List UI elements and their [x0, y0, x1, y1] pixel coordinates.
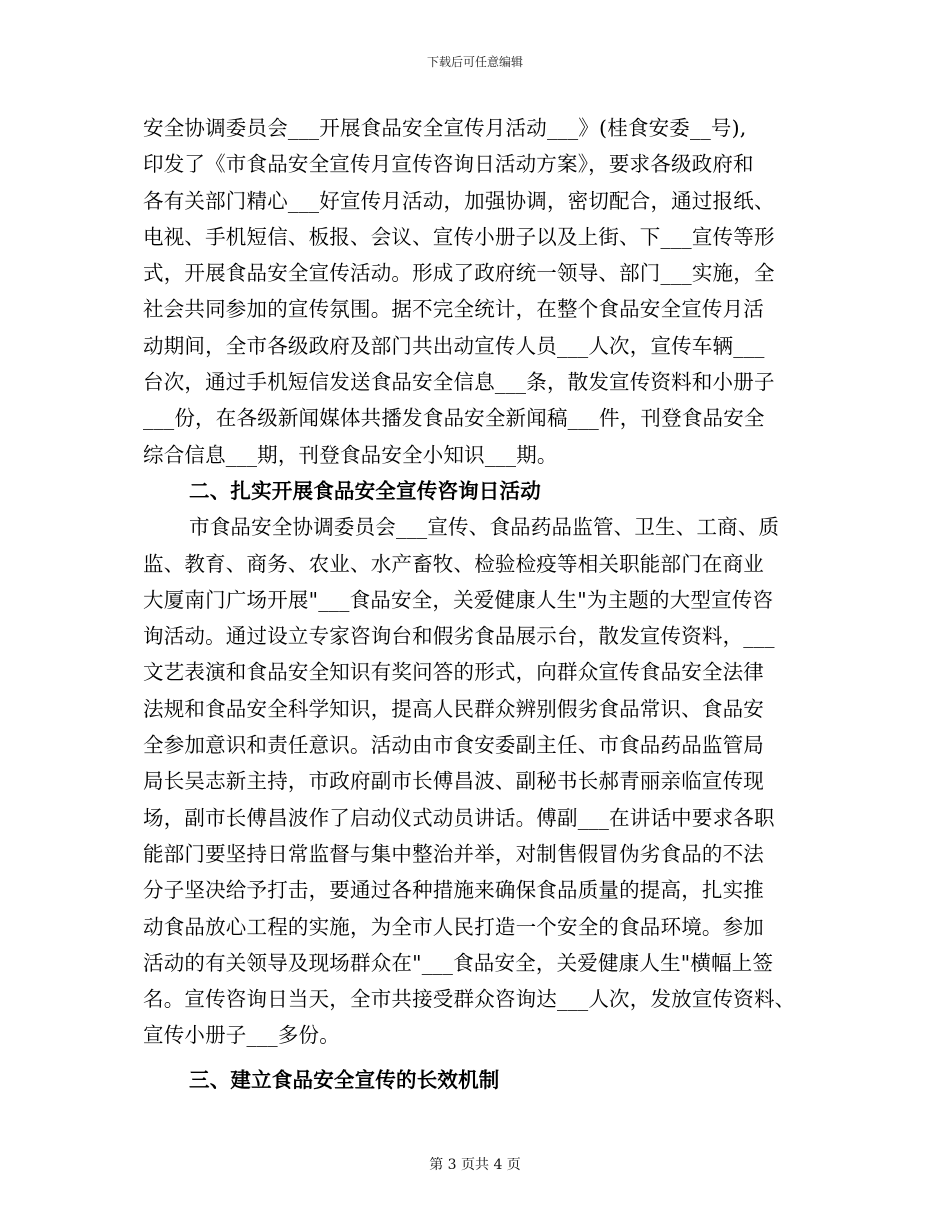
page-header: 下载后可任意编辑: [426, 55, 523, 69]
paragraph-line: 文艺表演和食品安全知识有奖问答的形式，向群众宣传食品安全法律: [143, 660, 764, 685]
paragraph-line: 分子坚决给予打击，要通过各种措施来确保食品质量的提高，扎实推: [143, 878, 764, 903]
paragraph-line: 台次，通过手机短信发送食品安全信息___条，散发宣传资料和小册子: [143, 370, 775, 395]
paragraph-line: 大厦南门广场开展"___食品安全，关爱健康人生"为主题的大型宣传咨: [143, 587, 774, 612]
paragraph-line: 动期间，全市各级政府及部门共出动宣传人员___人次，宣传车辆___: [143, 333, 765, 358]
paragraph-line: 综合信息___期，刊登食品安全小知识___期。: [143, 442, 558, 467]
paragraph-line: 安全协调委员会___开展食品安全宣传月活动___》(桂食安委__号),: [143, 116, 747, 140]
section-heading-2: 二、扎实开展食品安全宣传咨询日活动: [189, 478, 541, 503]
paragraph-line: 能部门要坚持日常监督与集中整治并举，对制售假冒伪劣食品的不法: [143, 841, 764, 866]
paragraph-line: 活动的有关领导及现场群众在"___食品安全，关爱健康人生"横幅上签: [143, 950, 774, 975]
paragraph-line: 询活动。通过设立专家咨询台和假劣食品展示台，散发宣传资料，___: [143, 624, 775, 649]
paragraph-line: 全参加意识和责任意识。活动由市食安委副主任、市食品药品监管局: [143, 733, 764, 758]
paragraph-1: [143, 110, 808, 473]
paragraph-line: 各有关部门精心___好宣传月活动，加强协调，密切配合，通过报纸、: [143, 188, 775, 213]
paragraph-line: 社会共同参加的宣传氛围。据不完全统计，在整个食品安全宣传月活: [143, 297, 764, 322]
paragraph-line: 法规和食品安全科学知识，提高人民群众辨别假劣食品常识、食品安: [143, 696, 764, 721]
paragraph-line: 局长吴志新主持，市政府副市长傅昌波、副秘书长郝青丽亲临宣传现: [143, 769, 764, 794]
paragraph-line: 电视、手机短信、板报、会议、宣传小册子以及上街、下___宣传等形: [143, 224, 775, 249]
paragraph-2: [143, 509, 808, 1053]
paragraph-line: 场，副市长傅昌波作了启动仪式动员讲话。傅副___在讲话中要求各职: [143, 805, 775, 830]
section-heading-3: 三、建立食品安全宣传的长效机制: [189, 1067, 500, 1092]
paragraph-line: ___份，在各级新闻媒体共播发食品安全新闻稿___件，刊登食品安全: [143, 406, 765, 431]
paragraph-line: 宣传小册子___多份。: [143, 1023, 340, 1048]
paragraph-line: 印发了《市食品安全宣传月宣传咨询日活动方案》，要求各级政府和: [143, 152, 754, 177]
paragraph-line: 市食品安全协调委员会___宣传、食品药品监管、卫生、工商、质: [189, 515, 780, 540]
paragraph-line: 监、教育、商务、农业、水产畜牧、检验检疫等相关职能部门在商业: [143, 551, 764, 576]
paragraph-line: 式，开展食品安全宣传活动。形成了政府统一领导、部门___实施，全: [143, 261, 775, 286]
document-body: [143, 110, 808, 1098]
page-footer: 第 3 页共 4 页: [429, 1157, 521, 1173]
paragraph-line: 名。宣传咨询日当天，全市共接受群众咨询达___人次，发放宣传资料、: [143, 987, 796, 1012]
paragraph-line: 动食品放心工程的实施，为全市人民打造一个安全的食品环境。参加: [143, 914, 764, 939]
